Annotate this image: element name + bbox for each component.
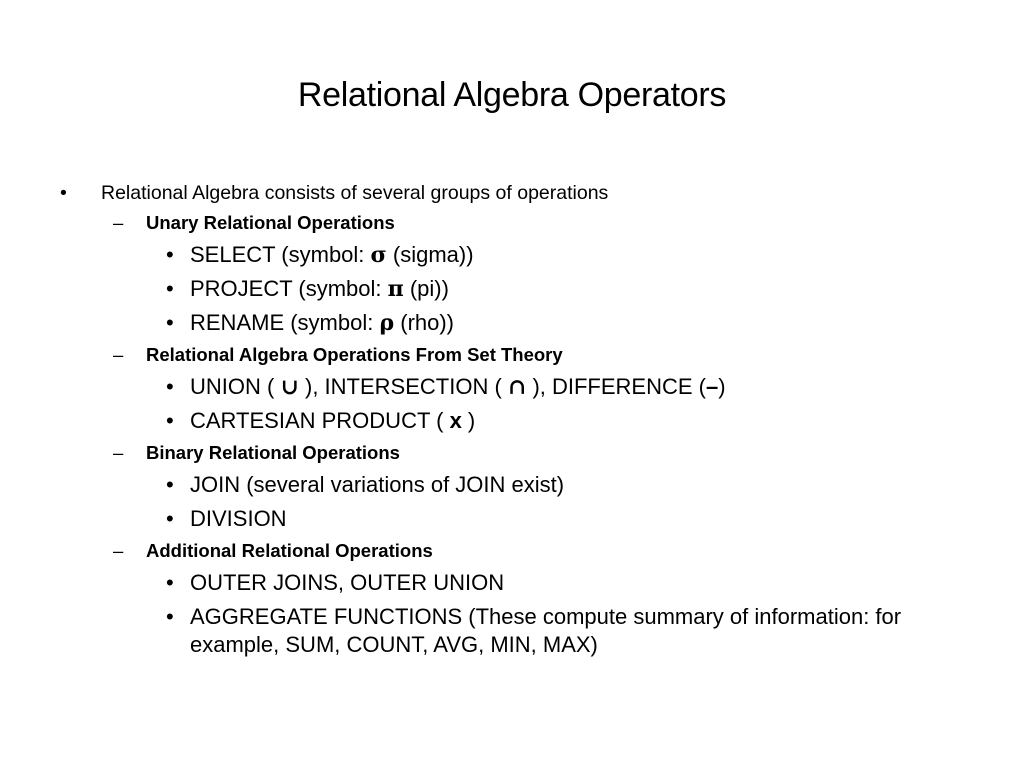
item-join — [60, 468, 960, 502]
item-text: (sigma)) — [386, 242, 474, 267]
item-select — [60, 238, 960, 272]
slide-content — [60, 178, 960, 659]
bullet-marker: • — [166, 374, 174, 399]
item-rename — [60, 306, 960, 340]
item-text: AGGREGATE FUNCTIONS (These compute summary of information: for example, SUM, COUNT, AVG, MIN, MAX) — [190, 604, 902, 657]
subheading-text: Unary Relational Operations — [146, 212, 395, 233]
bullet-marker: • — [166, 506, 174, 531]
item-text: ) — [461, 408, 476, 433]
item-text: JOIN (several variations of JOIN exist) — [190, 472, 565, 497]
item-text: UNION ( — [190, 374, 281, 399]
bullet-intro — [60, 178, 960, 208]
bullet-marker: • — [166, 408, 174, 433]
item-outer-joins — [60, 566, 960, 600]
bullet-marker: • — [166, 604, 174, 629]
subheading-text: Additional Relational Operations — [146, 540, 433, 561]
sigma-symbol: σ — [370, 242, 387, 268]
slide-title: Relational Algebra Operators — [297, 76, 727, 114]
bullet-marker: • — [166, 472, 174, 497]
item-text: ) — [718, 374, 726, 399]
difference-symbol: – — [706, 374, 719, 399]
item-text: (pi)) — [403, 276, 449, 301]
item-division — [60, 502, 960, 536]
intersection-symbol: ∩ — [507, 374, 527, 400]
item-text: CARTESIAN PRODUCT ( — [190, 408, 450, 433]
item-project — [60, 272, 960, 306]
subheading-binary — [60, 438, 960, 468]
dash-marker: – — [113, 442, 124, 463]
item-text: SELECT (symbol: — [190, 242, 371, 267]
item-union-intersection-difference — [60, 370, 960, 404]
item-text: DIVISION — [190, 506, 287, 531]
dash-marker: – — [113, 344, 124, 365]
subheading-text: Relational Algebra Operations From Set Theory — [146, 344, 563, 365]
subheading-unary — [60, 208, 960, 238]
union-symbol: ∪ — [280, 374, 299, 400]
item-text: RENAME (symbol: — [190, 310, 380, 335]
dash-marker: – — [113, 212, 124, 233]
rho-symbol: ρ — [379, 310, 395, 336]
bullet-text: Relational Algebra consists of several groups of operations — [101, 182, 609, 204]
subheading-text: Binary Relational Operations — [146, 442, 400, 463]
bullet-marker: • — [60, 182, 67, 204]
bullet-marker: • — [166, 276, 174, 301]
item-text: PROJECT (symbol: — [190, 276, 388, 301]
subheading-additional — [60, 536, 960, 566]
pi-symbol: π — [387, 276, 404, 302]
cross-symbol: x — [449, 408, 462, 433]
subheading-set-theory — [60, 340, 960, 370]
bullet-marker: • — [166, 570, 174, 595]
item-text: (rho)) — [394, 310, 455, 335]
item-cartesian-product — [60, 404, 960, 438]
bullet-marker: • — [166, 310, 174, 335]
bullet-marker: • — [166, 242, 174, 267]
item-aggregate-functions — [60, 600, 950, 659]
dash-marker: – — [113, 540, 124, 561]
item-text: ), DIFFERENCE ( — [526, 374, 706, 399]
item-text: OUTER JOINS, OUTER UNION — [190, 570, 505, 595]
item-text: ), INTERSECTION ( — [298, 374, 508, 399]
